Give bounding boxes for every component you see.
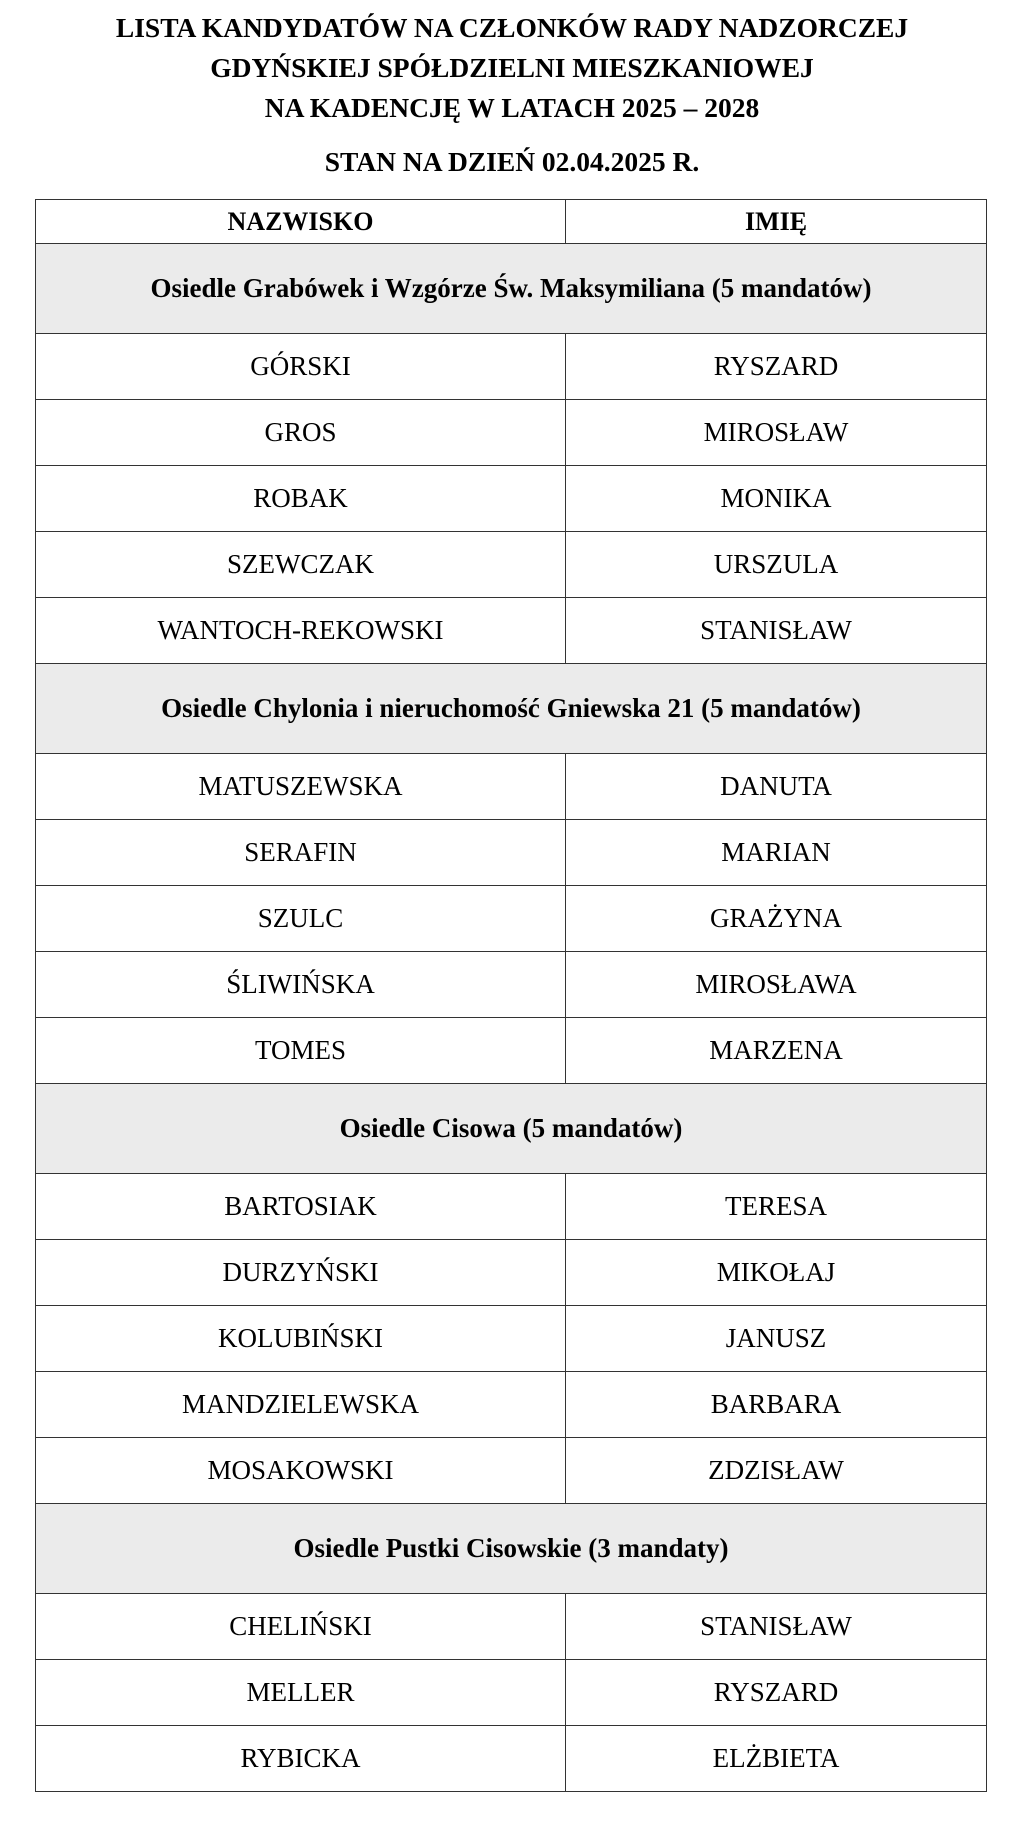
column-header-first-name: IMIĘ <box>566 200 987 244</box>
first-name-cell: STANISŁAW <box>566 1594 987 1660</box>
surname-cell: WANTOCH-REKOWSKI <box>36 598 566 664</box>
surname-cell: GROS <box>36 400 566 466</box>
section-title: Osiedle Grabówek i Wzgórze Św. Maksymiliana (5 mandatów) <box>36 244 987 334</box>
first-name-cell: URSZULA <box>566 532 987 598</box>
surname-cell: BARTOSIAK <box>36 1174 566 1240</box>
first-name-cell: MIKOŁAJ <box>566 1240 987 1306</box>
first-name-cell: RYSZARD <box>566 1660 987 1726</box>
table-row <box>36 1372 987 1438</box>
surname-cell: KOLUBIŃSKI <box>36 1306 566 1372</box>
table-row <box>36 400 987 466</box>
table-row <box>36 532 987 598</box>
first-name-cell: ELŻBIETA <box>566 1726 987 1792</box>
first-name-cell: DANUTA <box>566 754 987 820</box>
title-line: LISTA KANDYDATÓW NA CZŁONKÓW RADY NADZORCZEJ <box>115 12 909 43</box>
surname-cell: SERAFIN <box>36 820 566 886</box>
table-row <box>36 598 987 664</box>
candidates-table <box>35 199 987 1792</box>
surname-cell: MELLER <box>36 1660 566 1726</box>
table-row <box>36 1306 987 1372</box>
table-header-row <box>36 200 987 244</box>
first-name-cell: MARZENA <box>566 1018 987 1084</box>
document-title <box>0 8 1024 128</box>
section-row <box>36 1504 987 1594</box>
first-name-cell: GRAŻYNA <box>566 886 987 952</box>
column-header-surname: NAZWISKO <box>36 200 566 244</box>
table-row <box>36 886 987 952</box>
table-row <box>36 1660 987 1726</box>
section-title: Osiedle Chylonia i nieruchomość Gniewska 21 (5 mandatów) <box>36 664 987 754</box>
date-line: STAN NA DZIEŃ 02.04.2025 R. <box>324 146 700 177</box>
table-row <box>36 1594 987 1660</box>
table-body <box>36 244 987 1792</box>
table-row <box>36 754 987 820</box>
surname-cell: TOMES <box>36 1018 566 1084</box>
first-name-cell: MIROSŁAW <box>566 400 987 466</box>
first-name-cell: RYSZARD <box>566 334 987 400</box>
table-row <box>36 1174 987 1240</box>
title-line: GDYŃSKIEJ SPÓŁDZIELNI MIESZKANIOWEJ <box>210 52 814 83</box>
section-title: Osiedle Pustki Cisowskie (3 mandaty) <box>36 1504 987 1594</box>
first-name-cell: MARIAN <box>566 820 987 886</box>
section-row <box>36 244 987 334</box>
surname-cell: DURZYŃSKI <box>36 1240 566 1306</box>
surname-cell: SZEWCZAK <box>36 532 566 598</box>
first-name-cell: MONIKA <box>566 466 987 532</box>
title-line: NA KADENCJĘ W LATACH 2025 – 2028 <box>264 92 760 123</box>
first-name-cell: ZDZISŁAW <box>566 1438 987 1504</box>
surname-cell: GÓRSKI <box>36 334 566 400</box>
table-row <box>36 466 987 532</box>
section-title: Osiedle Cisowa (5 mandatów) <box>36 1084 987 1174</box>
table-row <box>36 1240 987 1306</box>
section-row <box>36 1084 987 1174</box>
first-name-cell: JANUSZ <box>566 1306 987 1372</box>
table-row <box>36 1438 987 1504</box>
surname-cell: ŚLIWIŃSKA <box>36 952 566 1018</box>
table-row <box>36 334 987 400</box>
surname-cell: MANDZIELEWSKA <box>36 1372 566 1438</box>
first-name-cell: STANISŁAW <box>566 598 987 664</box>
surname-cell: MOSAKOWSKI <box>36 1438 566 1504</box>
first-name-cell: TERESA <box>566 1174 987 1240</box>
first-name-cell: MIROSŁAWA <box>566 952 987 1018</box>
first-name-cell: BARBARA <box>566 1372 987 1438</box>
surname-cell: ROBAK <box>36 466 566 532</box>
surname-cell: SZULC <box>36 886 566 952</box>
table-row <box>36 1726 987 1792</box>
table-row <box>36 1018 987 1084</box>
table-row <box>36 952 987 1018</box>
section-row <box>36 664 987 754</box>
surname-cell: MATUSZEWSKA <box>36 754 566 820</box>
surname-cell: CHELIŃSKI <box>36 1594 566 1660</box>
surname-cell: RYBICKA <box>36 1726 566 1792</box>
table-row <box>36 820 987 886</box>
